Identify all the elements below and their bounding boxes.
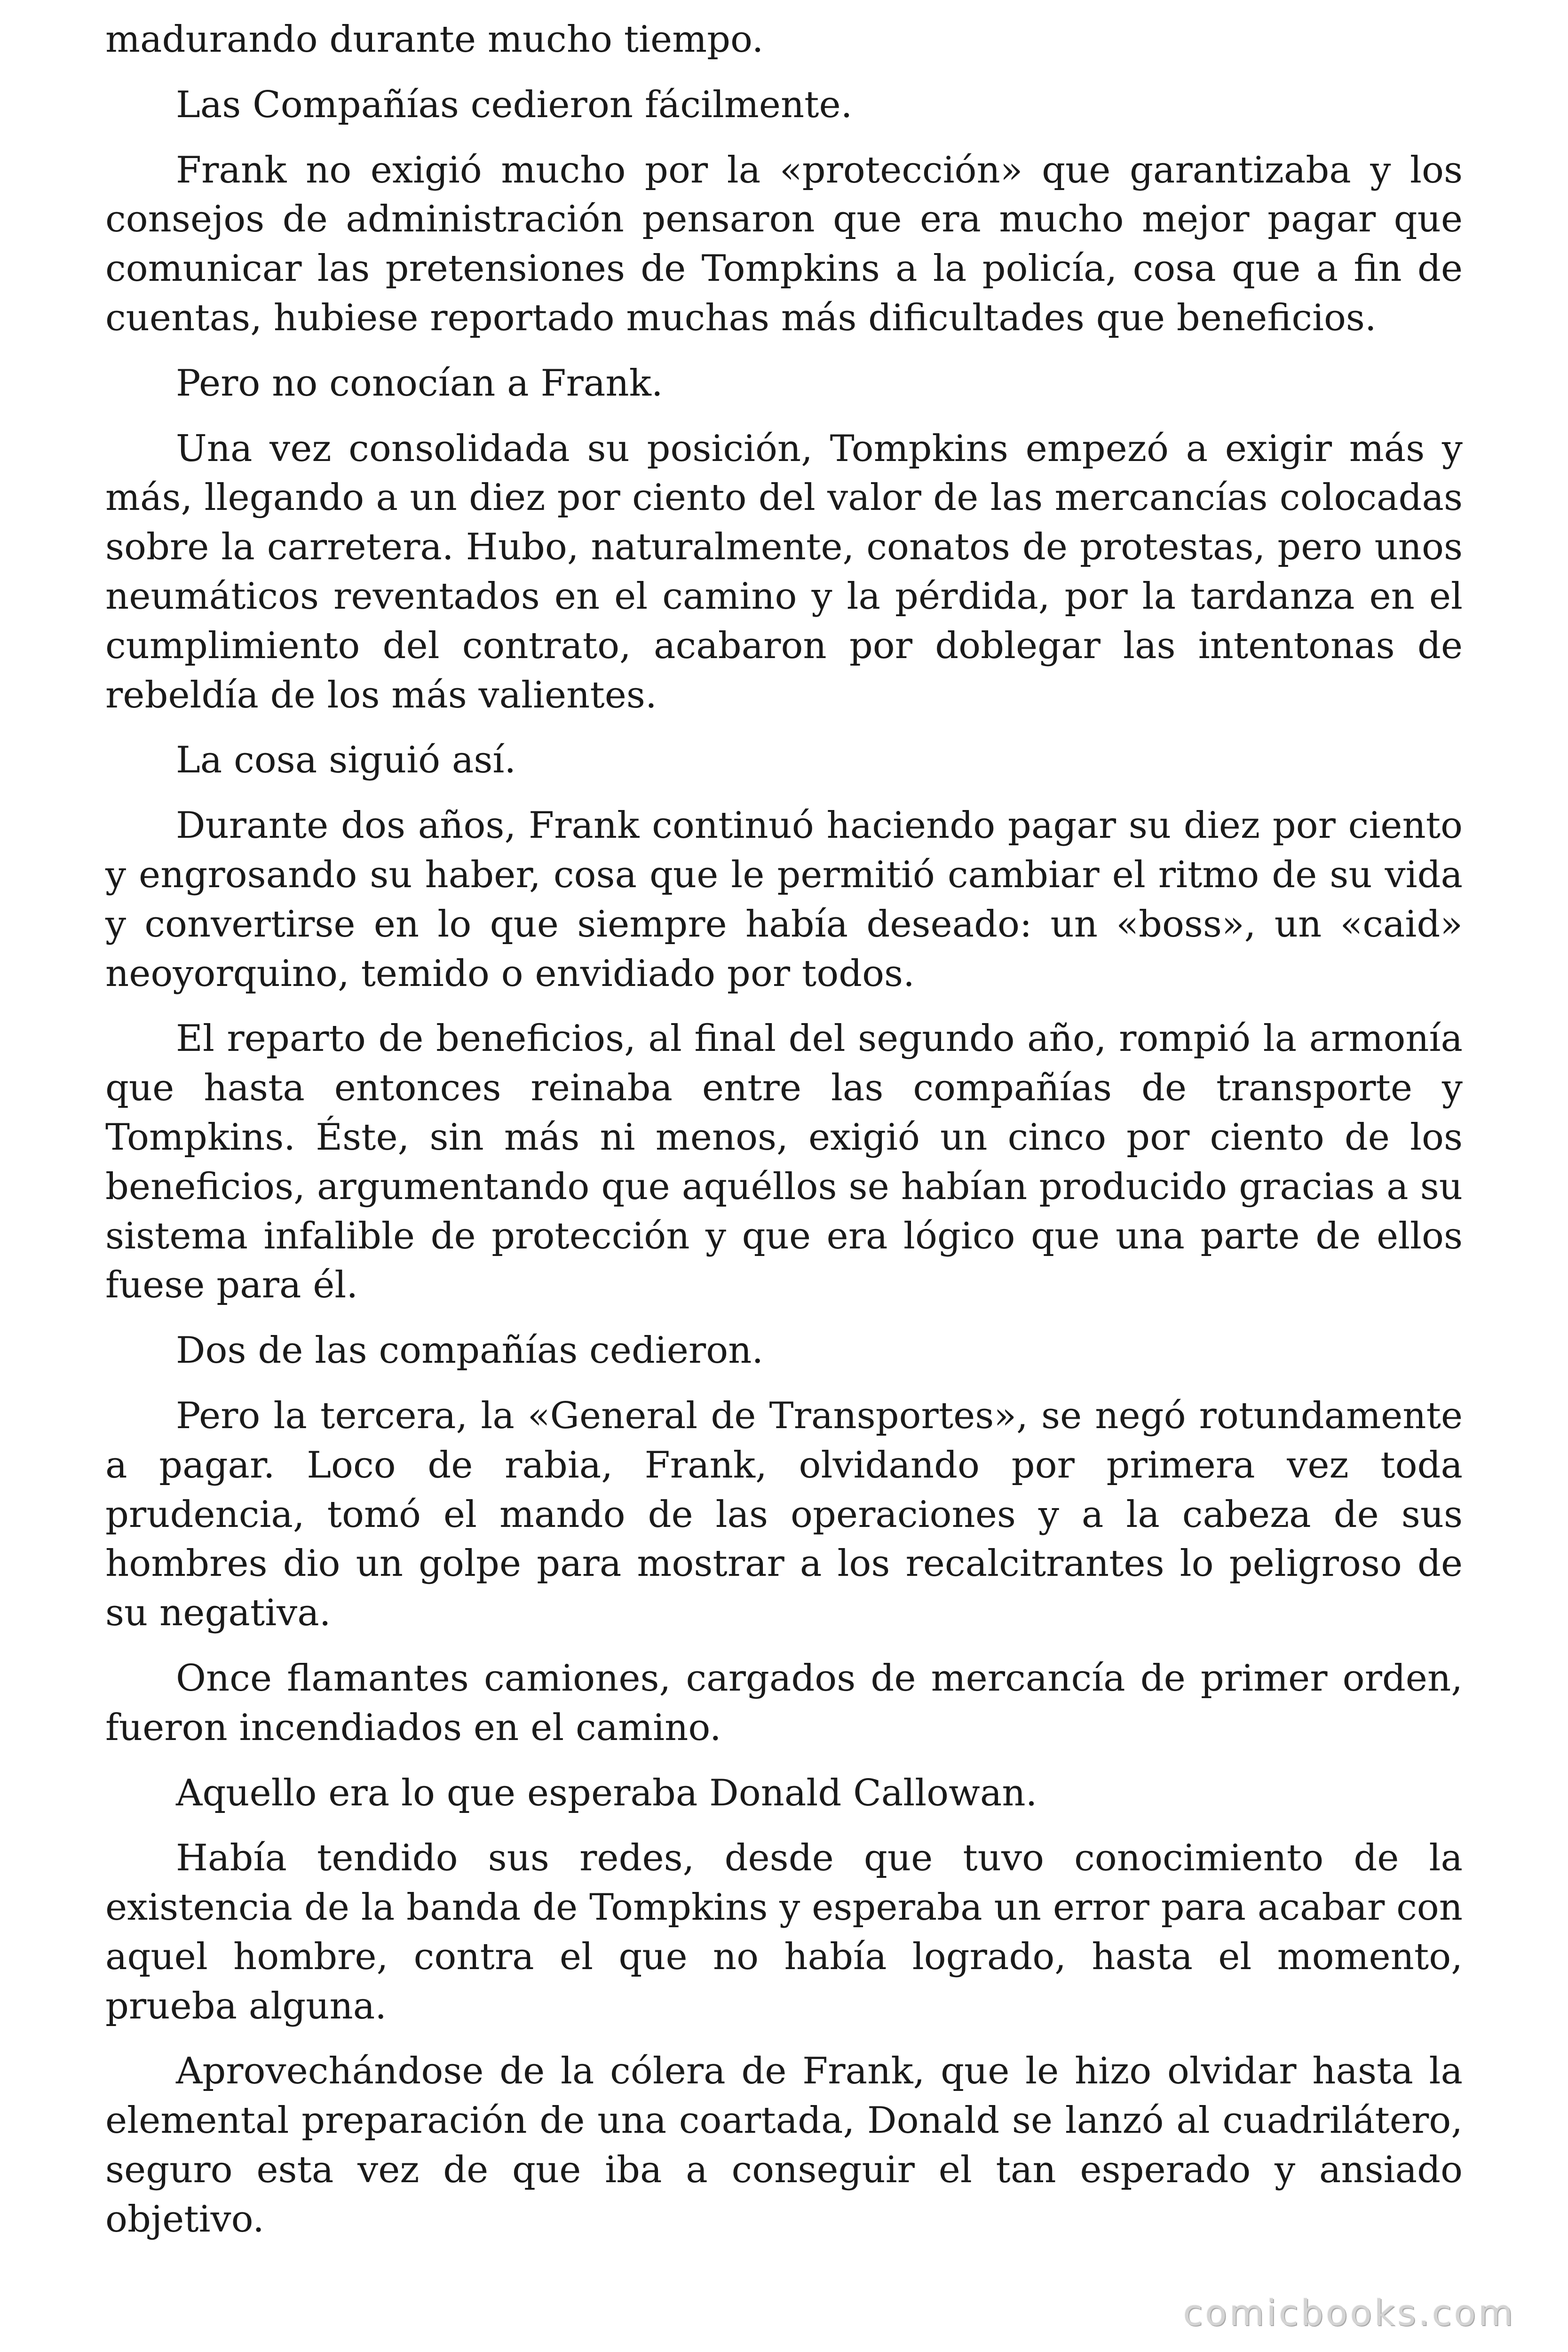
paragraph: Dos de las compañías cedieron. [176, 1329, 764, 1372]
paragraph: Once flamantes camiones, cargados de mercancía de primer orden, fueron incendiados en el camino. [105, 1657, 1463, 1749]
paragraph: Las Compañías cedieron fácilmente. [176, 83, 853, 126]
paragraph: Durante dos años, Frank continuó haciendo pagar su diez por ciento y engrosando su haber, cosa que le permitió cambiar el ritmo de su vida y convertirse en lo que siempre había deseado: un «boss», un «caid» neoyorquino, temido o envidiado por todos. [105, 804, 1463, 995]
watermark: comicbooks.com [1183, 2292, 1515, 2334]
paragraph: Había tendido sus redes, desde que tuvo conocimiento de la existencia de la banda de Tompkins y esperaba un error para acabar con aquel hombre, contra el que no había logrado, hasta el momento, prueba alguna. [105, 1837, 1463, 2027]
paragraph: madurando durante mucho tiempo. [105, 18, 764, 61]
paragraph: Pero no conocían a Frank. [176, 362, 663, 405]
paragraph: El reparto de beneficios, al final del segundo año, rompió la armonía que hasta entonces reinaba entre las compañías de transporte y Tompkins. Éste, sin más ni menos, exigió un cinco por ciento de los beneficios, argumentando que aquéllos se habían producido gracias a su sistema infalible de protección y que era lógico que una parte de ellos fuese para él. [105, 1017, 1463, 1307]
page-text [105, 15, 1463, 2260]
paragraph: La cosa siguió así. [176, 739, 516, 782]
paragraph: Aquello era lo que esperaba Donald Callowan. [176, 1772, 1037, 1814]
paragraph: Pero la tercera, la «General de Transportes», se negó rotundamente a pagar. Loco de rabia, Frank, olvidando por primera vez toda prudencia, tomó el mando de las operaciones y a la cabeza de sus hombres dio un golpe para mostrar a los recalcitrantes lo peligroso de su negativa. [105, 1394, 1463, 1635]
paragraph: Aprovechándose de la cólera de Frank, que le hizo olvidar hasta la elemental preparación de una coartada, Donald se lanzó al cuadrilátero, seguro esta vez de que iba a conseguir el tan esperado y ansiado objetivo. [105, 2050, 1463, 2241]
paragraph: Frank no exigió mucho por la «protección» que garantizaba y los consejos de administración pensaron que era mucho mejor pagar que comunicar las pretensiones de Tompkins a la policía, cosa que a fin de cuentas, hubiese reportado muchas más dificultades que beneficios. [105, 149, 1463, 339]
paragraph: Una vez consolidada su posición, Tompkins empezó a exigir más y más, llegando a un diez por ciento del valor de las mercancías colocadas sobre la carretera. Hubo, naturalmente, conatos de protestas, pero unos neumáticos reventados en el camino y la pérdida, por la tardanza en el cumplimiento del contrato, acabaron por doblegar las intentonas de rebeldía de los más valientes. [105, 427, 1463, 716]
